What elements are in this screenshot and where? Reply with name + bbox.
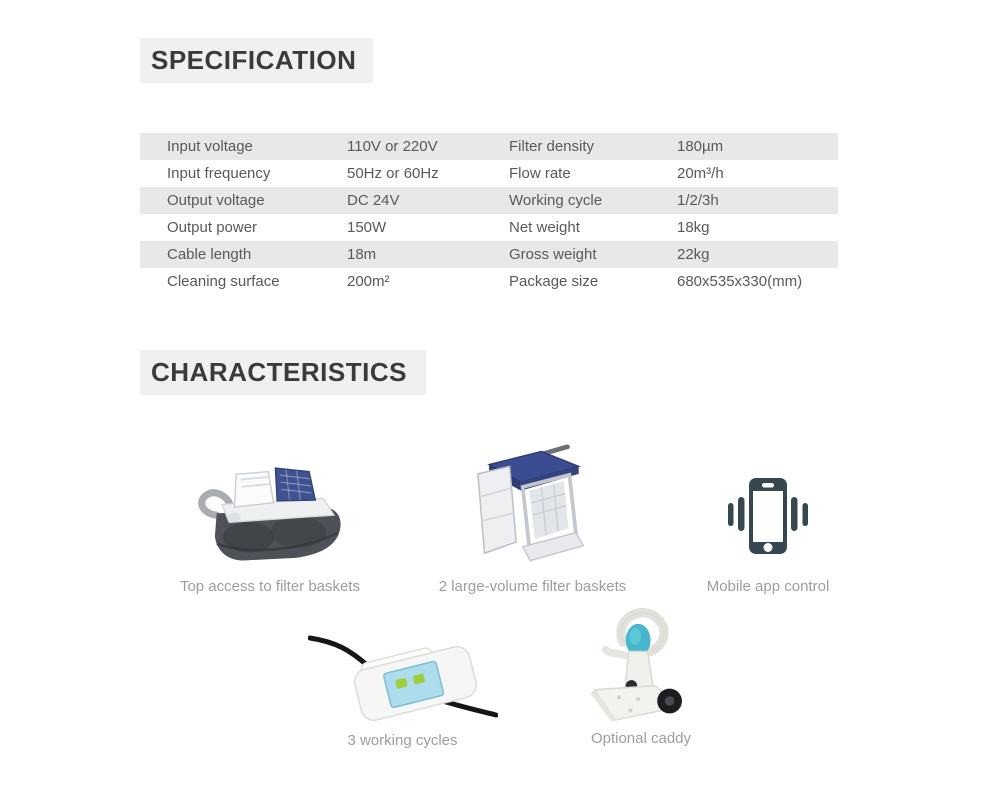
spec-label: Filter density: [509, 138, 595, 155]
feature-optional-caddy: [548, 600, 734, 747]
spec-value: 20m³/h: [677, 165, 724, 182]
spec-value: 22kg: [677, 246, 710, 263]
spec-value: 18kg: [677, 219, 710, 236]
spec-row: [140, 241, 838, 268]
feature-caption: Top access to filter baskets: [179, 578, 361, 595]
spec-label: Flow rate: [509, 165, 571, 182]
spec-label: Input frequency: [167, 165, 271, 182]
mobile-phone-icon: [726, 448, 810, 570]
spec-value: 200m²: [347, 273, 390, 290]
spec-label: Working cycle: [509, 192, 603, 209]
caddy-icon: [577, 600, 705, 722]
spec-label: Input voltage: [167, 138, 253, 155]
spec-value: 110V or 220V: [347, 138, 438, 155]
spec-value: 150W: [347, 219, 387, 236]
spec-row: [140, 187, 838, 214]
feature-caption: Mobile app control: [706, 578, 830, 595]
spec-value: DC 24V: [347, 192, 400, 209]
spec-row: [140, 268, 838, 295]
feature-working-cycles: [300, 616, 505, 749]
specification-title: SPECIFICATION: [140, 38, 373, 83]
spec-label: Output power: [167, 219, 258, 236]
spec-row: [140, 214, 838, 241]
spec-label: Package size: [509, 273, 599, 290]
feature-mobile-app: [665, 448, 871, 595]
feature-caption: 3 working cycles: [347, 732, 458, 749]
robot-top-access-icon: [190, 448, 350, 570]
feature-filter-baskets: [425, 442, 640, 595]
filter-baskets-icon: [463, 442, 603, 570]
spec-label: Cleaning surface: [167, 273, 280, 290]
feature-caption: Optional caddy: [590, 730, 692, 747]
spec-label: Net weight: [509, 219, 580, 236]
spec-value: 18m: [347, 246, 377, 263]
spec-row: [140, 160, 838, 187]
feature-caption: 2 large-volume filter baskets: [438, 578, 627, 595]
spec-label: Gross weight: [509, 246, 597, 263]
specification-table: [140, 133, 838, 295]
spec-label: Cable length: [167, 246, 252, 263]
feature-top-access: [160, 448, 380, 595]
spec-row: [140, 133, 838, 160]
power-supply-icon: [308, 616, 498, 722]
characteristics-title: CHARACTERISTICS: [140, 350, 426, 395]
spec-label: Output voltage: [167, 192, 265, 209]
spec-value: 680x535x330(mm): [677, 273, 803, 290]
spec-value: 50Hz or 60Hz: [347, 165, 439, 182]
spec-value: 1/2/3h: [677, 192, 719, 209]
spec-value: 180µm: [677, 138, 724, 155]
